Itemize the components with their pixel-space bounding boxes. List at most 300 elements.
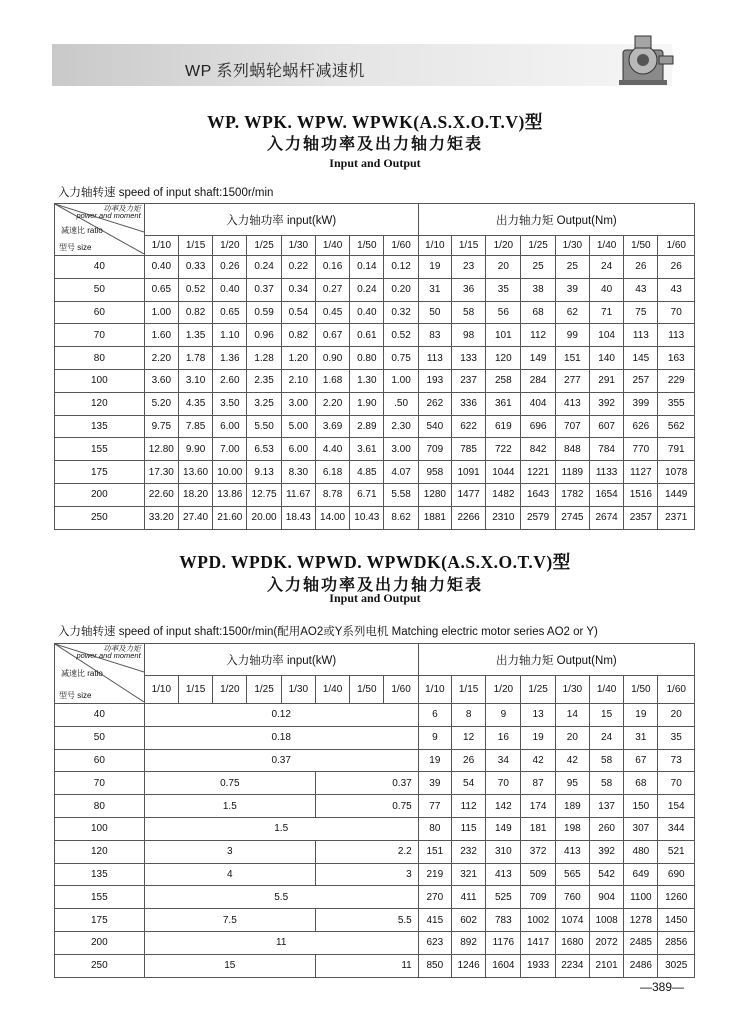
output-torque-cell: 34 (486, 749, 521, 772)
output-torque-cell: 237 (451, 369, 485, 392)
ratio-header-cell: 1/25 (247, 676, 281, 704)
output-torque-cell: 229 (658, 369, 695, 392)
input-power-cell: 0.22 (281, 256, 315, 279)
input-power-cell: 10.43 (350, 506, 384, 529)
table-row (55, 392, 695, 415)
output-torque-cell: 19 (521, 726, 555, 749)
output-torque-cell: 20 (486, 256, 521, 279)
output-torque-cell: 1450 (658, 909, 695, 932)
input-power-cell: 0.12 (144, 704, 418, 727)
output-torque-cell: 1176 (486, 931, 521, 954)
size-cell: 50 (55, 726, 145, 749)
input-power-cell: 33.20 (144, 506, 178, 529)
output-torque-cell: 904 (589, 886, 623, 909)
output-torque-cell: 848 (555, 438, 589, 461)
input-power-cell: 0.37 (247, 278, 281, 301)
table-row (55, 324, 695, 347)
corner-size: 型号 size (59, 243, 92, 252)
output-torque-cell: 2266 (451, 506, 485, 529)
output-torque-cell: 1044 (486, 461, 521, 484)
output-torque-cell: 174 (521, 795, 555, 818)
input-power-cell: 1.20 (281, 347, 315, 370)
output-torque-cell: 1643 (521, 483, 555, 506)
output-torque-cell: 892 (451, 931, 485, 954)
output-torque-cell: 565 (555, 863, 589, 886)
input-power-cell: 11.67 (281, 483, 315, 506)
output-torque-cell: 68 (521, 301, 555, 324)
ratio-header-cell: 1/60 (384, 676, 418, 704)
ratio-header-cell: 1/10 (144, 236, 178, 256)
output-torque-cell: 20 (555, 726, 589, 749)
page-header-title: WP 系列蜗轮蜗杆减速机 (185, 63, 365, 80)
input-power-cell: 3.69 (315, 415, 349, 438)
output-torque-cell: 413 (486, 863, 521, 886)
table-row (55, 704, 695, 727)
input-power-cell: 0.16 (315, 256, 349, 279)
ratio-header-cell: 1/30 (555, 676, 589, 704)
output-torque-cell: 413 (555, 392, 589, 415)
input-power-cell: 9.75 (144, 415, 178, 438)
output-torque-cell: 77 (418, 795, 451, 818)
input-power-cell: 0.80 (350, 347, 384, 370)
size-cell: 50 (55, 278, 145, 301)
table-row (55, 931, 695, 954)
input-power-cell: 3.00 (281, 392, 315, 415)
output-torque-cell: 284 (521, 369, 555, 392)
size-cell: 70 (55, 772, 145, 795)
section1-speed: 入力轴转速 speed of input shaft:1500r/min (58, 187, 274, 199)
input-power-cell: 5.00 (281, 415, 315, 438)
output-torque-cell: 1449 (658, 483, 695, 506)
table-row (55, 256, 695, 279)
output-torque-cell: 68 (624, 772, 658, 795)
output-torque-cell: 24 (589, 256, 623, 279)
table-row (55, 415, 695, 438)
output-torque-cell: 1417 (521, 931, 555, 954)
output-torque-cell: 2579 (521, 506, 555, 529)
output-torque-cell: 690 (658, 863, 695, 886)
output-torque-cell: 9 (486, 704, 521, 727)
output-torque-cell: 149 (486, 817, 521, 840)
output-torque-cell: 54 (451, 772, 485, 795)
output-torque-cell: 480 (624, 840, 658, 863)
size-cell: 80 (55, 347, 145, 370)
input-power-cell: 1.00 (384, 369, 418, 392)
ratio-header-cell: 1/15 (451, 676, 485, 704)
output-torque-cell: 258 (486, 369, 521, 392)
output-torque-cell: 1246 (451, 954, 485, 977)
output-torque-cell: 722 (486, 438, 521, 461)
output-torque-header: 出力轴力矩 Output(Nm) (418, 204, 694, 236)
output-torque-header: 出力轴力矩 Output(Nm) (418, 644, 694, 676)
table-row (55, 772, 695, 795)
input-power-cell: 3 (315, 863, 418, 886)
input-power-header: 入力轴功率 input(kW) (144, 204, 418, 236)
output-torque-cell: 115 (451, 817, 485, 840)
input-power-cell: .50 (384, 392, 418, 415)
output-torque-cell: 2745 (555, 506, 589, 529)
output-torque-cell: 71 (589, 301, 623, 324)
input-power-cell: 0.75 (144, 772, 315, 795)
corner-power-en: power and moment (76, 211, 141, 220)
input-power-cell: 3.25 (247, 392, 281, 415)
size-cell: 175 (55, 461, 145, 484)
input-power-cell: 2.20 (144, 347, 178, 370)
ratio-header-cell: 1/20 (213, 236, 247, 256)
size-cell: 100 (55, 817, 145, 840)
output-torque-cell: 521 (658, 840, 695, 863)
input-power-cell: 1.10 (213, 324, 247, 347)
ratio-header-cell: 1/50 (624, 676, 658, 704)
table-row (55, 369, 695, 392)
page-number: —389— (640, 980, 685, 994)
output-torque-cell: 1221 (521, 461, 555, 484)
output-torque-cell: 2101 (589, 954, 623, 977)
input-power-cell: 0.52 (178, 278, 212, 301)
output-torque-cell: 260 (589, 817, 623, 840)
section2-title-cn: 入力轴功率及出力轴力矩表 (266, 575, 483, 594)
output-torque-cell: 163 (658, 347, 695, 370)
input-power-cell: 0.27 (315, 278, 349, 301)
ratio-header-cell: 1/25 (247, 236, 281, 256)
ratio-header-cell: 1/40 (589, 236, 623, 256)
output-torque-cell: 87 (521, 772, 555, 795)
section1-table (54, 203, 695, 530)
table-row (55, 909, 695, 932)
output-torque-cell: 785 (451, 438, 485, 461)
input-power-cell: 4.40 (315, 438, 349, 461)
output-torque-cell: 83 (418, 324, 451, 347)
output-torque-cell: 2371 (658, 506, 695, 529)
output-torque-cell: 602 (451, 909, 485, 932)
output-torque-cell: 42 (521, 749, 555, 772)
ratio-header-cell: 1/60 (658, 236, 695, 256)
output-torque-cell: 16 (486, 726, 521, 749)
output-torque-cell: 958 (418, 461, 451, 484)
input-power-cell: 1.30 (350, 369, 384, 392)
output-torque-cell: 112 (451, 795, 485, 818)
input-power-cell: 13.60 (178, 461, 212, 484)
input-power-cell: 2.30 (384, 415, 418, 438)
input-power-cell: 8.78 (315, 483, 349, 506)
output-torque-cell: 1278 (624, 909, 658, 932)
output-torque-cell: 142 (486, 795, 521, 818)
input-power-cell: 0.67 (315, 324, 349, 347)
output-torque-cell: 392 (589, 392, 623, 415)
output-torque-cell: 707 (555, 415, 589, 438)
table-row (55, 483, 695, 506)
output-torque-cell: 140 (589, 347, 623, 370)
output-torque-cell: 696 (521, 415, 555, 438)
section2-title-en: WPD. WPDK. WPWD. WPWDK(A.S.X.O.T.V)型 (179, 552, 571, 572)
table-corner-header (55, 204, 145, 256)
output-torque-cell: 1008 (589, 909, 623, 932)
output-torque-cell: 15 (589, 704, 623, 727)
output-torque-cell: 2310 (486, 506, 521, 529)
section2-table (54, 643, 695, 978)
output-torque-cell: 137 (589, 795, 623, 818)
output-torque-cell: 2357 (624, 506, 658, 529)
input-power-cell: 0.34 (281, 278, 315, 301)
output-torque-cell: 770 (624, 438, 658, 461)
section1-title-en: WP. WPK. WPW. WPWK(A.S.X.O.T.V)型 (207, 112, 543, 132)
output-torque-cell: 193 (418, 369, 451, 392)
ratio-header-cell: 1/50 (624, 236, 658, 256)
table-row (55, 863, 695, 886)
corner-power-en: power and moment (76, 651, 141, 660)
input-power-cell: 5.20 (144, 392, 178, 415)
output-torque-cell: 58 (589, 749, 623, 772)
size-cell: 200 (55, 483, 145, 506)
output-torque-cell: 151 (418, 840, 451, 863)
ratio-header-cell: 1/40 (589, 676, 623, 704)
output-torque-cell: 257 (624, 369, 658, 392)
output-torque-cell: 26 (658, 256, 695, 279)
input-power-cell: 14.00 (315, 506, 349, 529)
output-torque-cell: 19 (624, 704, 658, 727)
input-power-cell: 8.30 (281, 461, 315, 484)
output-torque-cell: 709 (418, 438, 451, 461)
input-power-cell: 1.28 (247, 347, 281, 370)
input-power-cell: 0.40 (350, 301, 384, 324)
output-torque-cell: 99 (555, 324, 589, 347)
output-torque-cell: 39 (555, 278, 589, 301)
ratio-header-cell: 1/20 (486, 236, 521, 256)
section2-speed: 入力轴转速 speed of input shaft:1500r/min(配用AO2或Y系列电机 Matching electric motor series AO2 or Y) (58, 626, 598, 638)
output-torque-cell: 75 (624, 301, 658, 324)
output-torque-cell: 310 (486, 840, 521, 863)
input-power-cell: 0.37 (315, 772, 418, 795)
output-torque-cell: 842 (521, 438, 555, 461)
output-torque-cell: 1100 (624, 886, 658, 909)
output-torque-cell: 392 (589, 840, 623, 863)
output-torque-cell: 262 (418, 392, 451, 415)
input-power-cell: 3.61 (350, 438, 384, 461)
output-torque-cell: 649 (624, 863, 658, 886)
output-torque-cell: 2674 (589, 506, 623, 529)
ratio-header-cell: 1/10 (418, 676, 451, 704)
size-cell: 120 (55, 840, 145, 863)
input-power-cell: 17.30 (144, 461, 178, 484)
input-power-cell: 0.40 (144, 256, 178, 279)
output-torque-cell: 277 (555, 369, 589, 392)
output-torque-cell: 1091 (451, 461, 485, 484)
input-power-cell: 0.24 (247, 256, 281, 279)
output-torque-cell: 760 (555, 886, 589, 909)
output-torque-cell: 120 (486, 347, 521, 370)
input-power-cell: 11 (144, 931, 418, 954)
output-torque-cell: 361 (486, 392, 521, 415)
output-torque-cell: 1127 (624, 461, 658, 484)
output-torque-cell: 1477 (451, 483, 485, 506)
input-power-cell: 0.32 (384, 301, 418, 324)
input-power-cell: 3.10 (178, 369, 212, 392)
table-row (55, 749, 695, 772)
input-power-cell: 9.13 (247, 461, 281, 484)
output-torque-cell: 791 (658, 438, 695, 461)
output-torque-cell: 62 (555, 301, 589, 324)
output-torque-cell: 26 (624, 256, 658, 279)
output-torque-cell: 1933 (521, 954, 555, 977)
input-power-cell: 0.40 (213, 278, 247, 301)
input-power-cell: 1.35 (178, 324, 212, 347)
ratio-header-cell: 1/15 (451, 236, 485, 256)
table-row (55, 278, 695, 301)
input-power-cell: 4.85 (350, 461, 384, 484)
output-torque-cell: 149 (521, 347, 555, 370)
output-torque-cell: 25 (555, 256, 589, 279)
input-power-cell: 20.00 (247, 506, 281, 529)
input-power-cell: 0.54 (281, 301, 315, 324)
output-torque-cell: 38 (521, 278, 555, 301)
ratio-header-cell: 1/40 (315, 676, 349, 704)
table-row (55, 886, 695, 909)
output-torque-cell: 623 (418, 931, 451, 954)
input-power-cell: 0.52 (384, 324, 418, 347)
ratio-header-cell: 1/25 (521, 236, 555, 256)
output-torque-cell: 8 (451, 704, 485, 727)
output-torque-cell: 26 (451, 749, 485, 772)
output-torque-cell: 619 (486, 415, 521, 438)
input-power-cell: 6.53 (247, 438, 281, 461)
size-cell: 60 (55, 301, 145, 324)
output-torque-cell: 542 (589, 863, 623, 886)
output-torque-cell: 622 (451, 415, 485, 438)
input-power-cell: 5.5 (315, 909, 418, 932)
output-torque-cell: 607 (589, 415, 623, 438)
output-torque-cell: 20 (658, 704, 695, 727)
output-torque-cell: 415 (418, 909, 451, 932)
ratio-header-cell: 1/60 (384, 236, 418, 256)
table-corner-header (55, 644, 145, 704)
output-torque-cell: 31 (418, 278, 451, 301)
size-cell: 100 (55, 369, 145, 392)
output-torque-cell: 1782 (555, 483, 589, 506)
ratio-header-cell: 1/60 (658, 676, 695, 704)
output-torque-cell: 35 (658, 726, 695, 749)
output-torque-cell: 626 (624, 415, 658, 438)
input-power-cell: 0.33 (178, 256, 212, 279)
output-torque-cell: 154 (658, 795, 695, 818)
worm-gear-reducer-icon (615, 30, 675, 88)
input-power-cell: 0.96 (247, 324, 281, 347)
input-power-cell: 12.80 (144, 438, 178, 461)
input-power-cell: 13.86 (213, 483, 247, 506)
corner-power-cn: 功率及力矩 (103, 204, 141, 213)
output-torque-cell: 2485 (624, 931, 658, 954)
input-power-cell: 0.65 (144, 278, 178, 301)
output-torque-cell: 1074 (555, 909, 589, 932)
input-power-cell: 8.62 (384, 506, 418, 529)
output-torque-cell: 1881 (418, 506, 451, 529)
output-torque-cell: 232 (451, 840, 485, 863)
output-torque-cell: 12 (451, 726, 485, 749)
input-power-cell: 7.85 (178, 415, 212, 438)
ratio-header-cell: 1/10 (144, 676, 178, 704)
output-torque-cell: 1654 (589, 483, 623, 506)
output-torque-cell: 2486 (624, 954, 658, 977)
ratio-header-cell: 1/20 (213, 676, 247, 704)
input-power-cell: 1.5 (144, 817, 418, 840)
output-torque-cell: 1482 (486, 483, 521, 506)
size-cell: 200 (55, 931, 145, 954)
ratio-header-cell: 1/40 (315, 236, 349, 256)
output-torque-cell: 95 (555, 772, 589, 795)
output-torque-cell: 19 (418, 256, 451, 279)
size-cell: 70 (55, 324, 145, 347)
output-torque-cell: 1078 (658, 461, 695, 484)
corner-power-cn: 功率及力矩 (103, 644, 141, 653)
output-torque-cell: 1133 (589, 461, 623, 484)
ratio-header-cell: 1/50 (350, 676, 384, 704)
ratio-header-cell: 1/20 (486, 676, 521, 704)
output-torque-cell: 70 (486, 772, 521, 795)
output-torque-cell: 1280 (418, 483, 451, 506)
output-torque-cell: 19 (418, 749, 451, 772)
output-torque-cell: 58 (589, 772, 623, 795)
output-torque-cell: 562 (658, 415, 695, 438)
output-torque-cell: 181 (521, 817, 555, 840)
ratio-header-cell: 1/15 (178, 676, 212, 704)
input-power-cell: 1.90 (350, 392, 384, 415)
output-torque-cell: 43 (624, 278, 658, 301)
output-torque-cell: 1189 (555, 461, 589, 484)
output-torque-cell: 783 (486, 909, 521, 932)
input-power-cell: 5.58 (384, 483, 418, 506)
output-torque-cell: 42 (555, 749, 589, 772)
output-torque-cell: 850 (418, 954, 451, 977)
input-power-cell: 18.20 (178, 483, 212, 506)
table-row (55, 726, 695, 749)
input-power-cell: 1.68 (315, 369, 349, 392)
section1-subtitle: Input and Output (329, 156, 421, 170)
input-power-cell: 11 (315, 954, 418, 977)
output-torque-cell: 404 (521, 392, 555, 415)
table-row (55, 347, 695, 370)
output-torque-cell: 355 (658, 392, 695, 415)
size-cell: 80 (55, 795, 145, 818)
output-torque-cell: 24 (589, 726, 623, 749)
output-torque-cell: 189 (555, 795, 589, 818)
input-power-cell: 0.14 (350, 256, 384, 279)
output-torque-cell: 399 (624, 392, 658, 415)
input-power-cell: 1.36 (213, 347, 247, 370)
input-power-cell: 4.35 (178, 392, 212, 415)
output-torque-cell: 58 (451, 301, 485, 324)
table-row (55, 506, 695, 529)
output-torque-cell: 73 (658, 749, 695, 772)
input-power-cell: 18.43 (281, 506, 315, 529)
output-torque-cell: 2856 (658, 931, 695, 954)
input-power-cell: 4.07 (384, 461, 418, 484)
input-power-cell: 3.50 (213, 392, 247, 415)
output-torque-cell: 1260 (658, 886, 695, 909)
output-torque-cell: 2072 (589, 931, 623, 954)
output-torque-cell: 6 (418, 704, 451, 727)
corner-ratio: 减速比 ratio (61, 226, 103, 235)
input-power-cell: 0.59 (247, 301, 281, 324)
input-power-cell: 7.00 (213, 438, 247, 461)
output-torque-cell: 31 (624, 726, 658, 749)
output-torque-cell: 1680 (555, 931, 589, 954)
input-power-cell: 6.71 (350, 483, 384, 506)
input-power-cell: 0.75 (384, 347, 418, 370)
input-power-cell: 4 (144, 863, 315, 886)
input-power-cell: 21.60 (213, 506, 247, 529)
input-power-cell: 0.90 (315, 347, 349, 370)
input-power-cell: 27.40 (178, 506, 212, 529)
output-torque-cell: 101 (486, 324, 521, 347)
